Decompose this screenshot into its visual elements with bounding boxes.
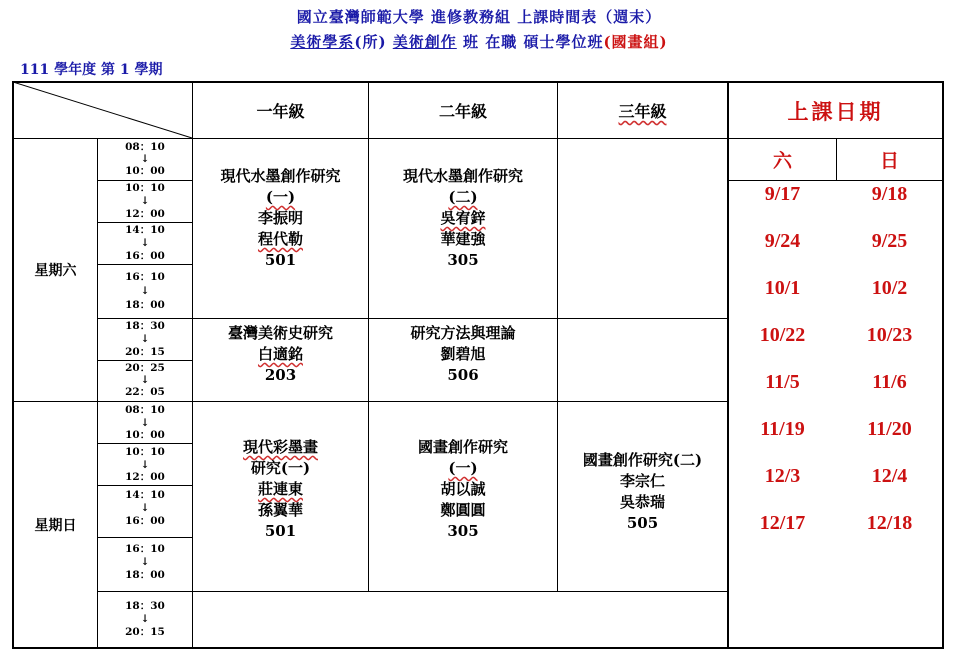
header-sunday: 日 [879,150,899,172]
course-sun-grade-2: 國畫創作研究 (一) 胡以誠 鄭圓圓 305 [417,438,508,540]
time-slot: 10：10 ↓ 12：00 [125,446,165,483]
header-grade-2: 二年級 [438,102,487,121]
header-grade-1: 一年級 [256,102,305,121]
header-dates: 上課日期 [787,98,884,124]
date-sat: 12/3 [764,465,801,487]
corner-diagonal [13,82,193,139]
date-sat: 10/1 [764,277,801,299]
date-sun: 9/18 [871,183,908,205]
program-name: 美術創作 [392,33,457,51]
date-sun: 12/4 [871,465,908,487]
program-group: (國畫組) [603,33,668,51]
title-line-1: 國立臺灣師範大學 進修教務組 上課時間表（週末） [296,8,662,26]
header-saturday: 六 [772,150,792,172]
date-sun: 10/2 [871,277,908,299]
date-sun: 11/6 [872,371,907,393]
department-suffix: (所) [354,33,393,51]
time-slot: 16：10 ↓ 18：00 [125,271,165,311]
date-sun: 11/20 [867,418,912,440]
date-sat: 12/17 [759,512,806,534]
date-sun: 12/18 [866,512,913,534]
time-slot: 16：10 ↓ 18：00 [125,543,165,581]
date-sat: 9/24 [764,230,801,252]
date-sat: 9/17 [764,183,801,205]
time-slot: 08：10 ↓ 10：00 [125,404,165,441]
time-slot: 18：30 ↓ 20：15 [125,320,165,358]
date-sat: 10/22 [759,324,806,346]
course-sun-grade-3: 國畫創作研究(二) 李宗仁 吳恭瑞 505 [582,451,703,532]
header-grade-3: 三年級 [618,102,667,121]
department-name: 美術學系 [290,33,355,51]
course-sat-evening-grade-1: 臺灣美術史研究 白適銘 203 [227,324,333,384]
date-sat: 11/5 [765,371,800,393]
date-sun: 9/25 [871,230,908,252]
course-sat-grade-2: 現代水墨創作研究 (二) 吳宥鋅 華建強 305 [402,167,523,269]
program-type: 班 在職 碩士學位班 [456,33,604,51]
academic-term: 111 學年度 第 1 學期 [20,62,163,78]
time-slot: 10：10 ↓ 12：00 [125,182,165,220]
time-slot: 14：10 ↓ 16：00 [125,224,165,262]
time-slot: 20：25 ↓ 22：05 [125,362,165,398]
course-sat-grade-1: 現代水墨創作研究 (一) 李振明 程代勒 501 [220,167,341,269]
day-label-saturday: 星期六 [34,263,77,279]
date-sat: 11/19 [760,418,805,440]
time-slot: 08：10 ↓ 10：00 [125,141,165,177]
day-label-sunday: 星期日 [34,517,77,534]
title-line-2 [0,31,958,52]
course-sun-grade-1: 現代彩墨畫 研究(一) 莊連東 孫翼華 501 [242,438,318,540]
time-slot: 14：10 ↓ 16：00 [125,489,165,527]
course-sat-evening-grade-2: 研究方法與理論 劉碧旭 506 [410,324,516,384]
date-sun: 10/23 [866,324,913,346]
time-slot: 18：30 ↓ 20：15 [125,600,165,638]
